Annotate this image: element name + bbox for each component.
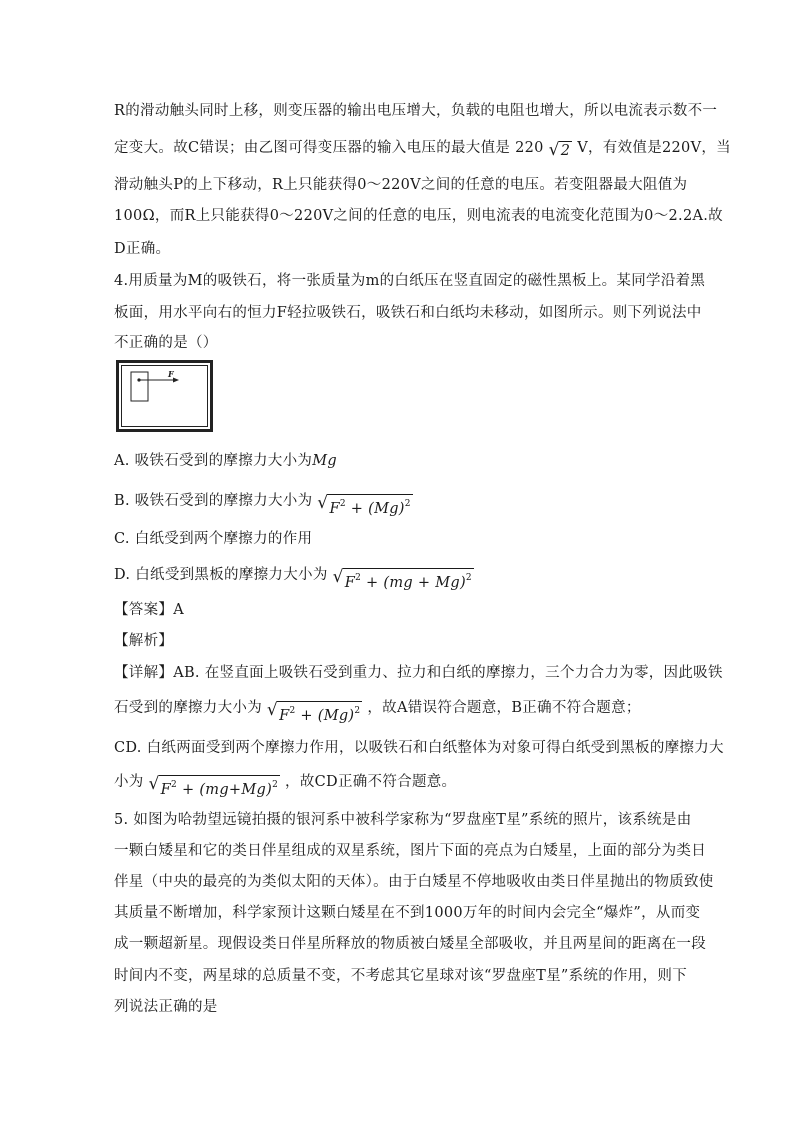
prev-answer-line-4: 100Ω，而R上只能获得0～220V之间的任意的电压，则电流表的电流变化范围为0～2.2A.故 bbox=[114, 208, 723, 224]
q4-option-a-text: A. 吸铁石受到的摩擦力大小为 bbox=[114, 453, 313, 469]
q5-line-4: 其质量不断增加，科学家预计这颗白矮星在不到1000万年的时间内会完全“爆炸”，从而变 bbox=[114, 905, 701, 921]
q4-analysis-title: 【解析】 bbox=[114, 633, 174, 649]
prev-answer-line-2-text: 定变大。故C错误；由乙图可得变压器的输入电压的最大值是 bbox=[114, 140, 511, 156]
q4-option-b bbox=[114, 491, 413, 518]
q5-line-2: 一颗白矮星和它的类日伴星组成的双星系统，图片下面的亮点为白矮星，上面的部分为类日 bbox=[114, 843, 706, 859]
q4-answer: 【答案】A bbox=[114, 602, 184, 618]
q4-detail-line-3: CD. 白纸两面受到两个摩擦力作用，以吸铁石和白纸整体为对象可得白纸受到黑板的摩擦力大 bbox=[114, 740, 724, 756]
blackboard-figure bbox=[116, 360, 213, 432]
q4-stem-line-3: 不正确的是（） bbox=[114, 335, 218, 351]
q4-detail-line-2-text: 石受到的摩擦力大小为 bbox=[114, 700, 262, 716]
q5-line-3: 伴星（中央的最亮的为类似太阳的天体）。由于白矮星不停地吸收由类日伴星抛出的物质致使 bbox=[114, 874, 714, 890]
prev-answer-line-2 bbox=[114, 138, 731, 160]
q5-line-7: 列说法正确的是 bbox=[114, 999, 218, 1015]
q4-detail-line-4-text: 小为 bbox=[114, 774, 144, 790]
blackboard-diagram bbox=[116, 360, 213, 432]
q4-detail-line-4-sqrt: √ $F^2 + (mg+Mg)^2$ bbox=[148, 774, 279, 798]
prev-answer-line-3: 滑动触头P的上下移动，R上只能获得0～220V之间的任意的电压。若变阻器最大阻值为 bbox=[114, 177, 688, 193]
q5-line-1: 5. 如图为哈勃望远镜拍摄的银河系中被科学家称为“罗盘座T星”系统的照片，该系统是由 bbox=[114, 812, 692, 828]
q4-option-a bbox=[114, 451, 337, 471]
q4-detail-line-2-tail: ，故A错误符合题意，B正确不符合题意； bbox=[367, 700, 641, 716]
q5-line-5: 成一颗超新星。现假设类日伴星所释放的物质被白矮星全部吸收，并且两星间的距离在一段 bbox=[114, 936, 706, 952]
q4-detail-line-4-tail: ，故CD正确不符合题意。 bbox=[285, 774, 457, 790]
q4-stem-line-2: 板面，用水平向右的恒力F轻拉吸铁石，吸铁石和白纸均未移动，如图所示。则下列说法中 bbox=[114, 305, 702, 321]
q4-option-b-sqrt: √ $F^2 + (Mg)^2$ bbox=[317, 493, 411, 517]
q4-option-d bbox=[114, 565, 474, 592]
prev-answer-line-5: D正确。 bbox=[114, 241, 171, 257]
white-paper-rect bbox=[131, 372, 148, 401]
q5-line-6: 时间内不变，两星球的总质量不变，不考虑其它星球对该“罗盘座T星”系统的作用，则下 bbox=[114, 968, 687, 984]
q4-option-a-math: Mg bbox=[312, 453, 337, 469]
q4-option-d-text: D. 白纸受到黑板的摩擦力大小为 bbox=[114, 567, 328, 583]
q4-option-b-text: B. 吸铁石受到的摩擦力大小为 bbox=[114, 493, 313, 509]
q4-stem-line-1: 4.用质量为M的吸铁石，将一张质量为m的白纸压在竖直固定的磁性黑板上。某同学沿着黑 bbox=[114, 273, 706, 289]
sqrt-two: √ 2 bbox=[548, 140, 571, 160]
q4-detail-line-4 bbox=[114, 772, 456, 799]
q4-detail-line-2 bbox=[114, 698, 641, 725]
q4-detail-line-1: 【详解】AB. 在竖直面上吸铁石受到重力、拉力和白纸的摩擦力，三个力合力为零，因此吸铁 bbox=[114, 665, 723, 681]
voltage-number: 220 bbox=[515, 140, 544, 156]
force-label: F bbox=[168, 369, 174, 379]
q4-option-d-sqrt: √ $F^2 + (mg + Mg)^2$ bbox=[332, 567, 472, 591]
prev-answer-line-2-tail: V，有效值是220V，当 bbox=[577, 140, 731, 156]
q4-option-c: C. 白纸受到两个摩擦力的作用 bbox=[114, 531, 313, 547]
prev-answer-line-1: R的滑动触头同时上移，则变压器的输出电压增大，负载的电阻也增大，所以电流表示数不一 bbox=[114, 103, 718, 119]
q4-detail-line-2-sqrt: √ $F^2 + (Mg)^2$ bbox=[266, 700, 361, 724]
